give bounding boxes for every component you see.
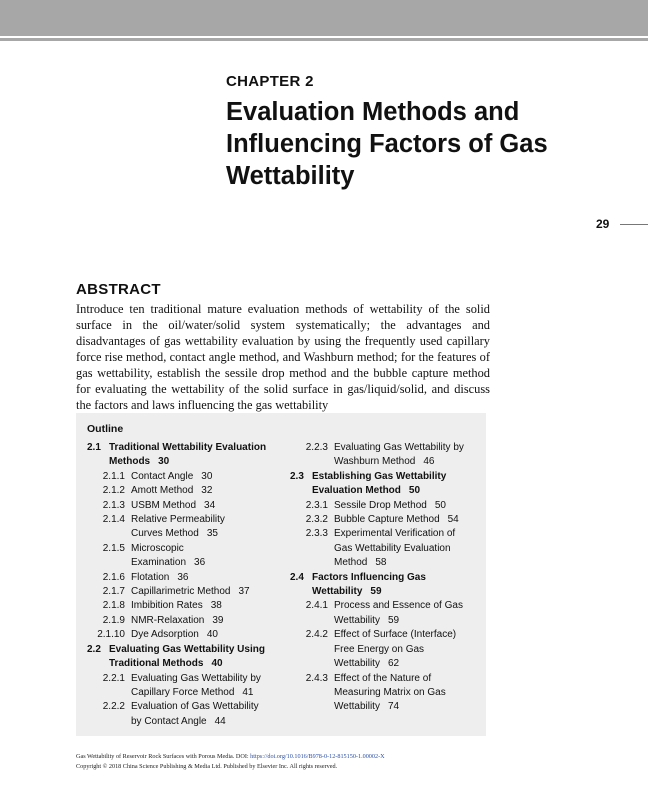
outline-entry-line: Measuring Matrix on Gas: [334, 686, 446, 698]
outline-entry[interactable]: [290, 513, 480, 527]
outline-entry-title: [131, 599, 282, 613]
outline-entry-line: Experimental Verification of: [334, 528, 456, 540]
outline-entry[interactable]: [290, 527, 480, 570]
outline-entry[interactable]: [87, 614, 282, 628]
outline-entry-title: [131, 542, 282, 571]
outline-entry-title: [334, 499, 480, 513]
page-number-rule: [620, 224, 648, 225]
outline-entry-line: Contact Angle 30: [131, 470, 213, 482]
outline-entry-number: 2.3.3: [305, 528, 328, 540]
outline-entry-page: 32: [201, 485, 213, 497]
header-rule: [0, 38, 648, 41]
outline-entry[interactable]: [290, 599, 480, 628]
outline-entry-line: Effect of Surface (Interface): [334, 629, 457, 641]
outline-entry-line: Wettability 62: [334, 658, 400, 670]
outline-entry-title: [131, 700, 282, 729]
outline-entry-line: Evaluating Gas Wettability by: [334, 442, 464, 453]
footer: [76, 752, 385, 772]
outline-entry-number: 2.1.10: [97, 629, 125, 641]
outline-entry-page: 38: [210, 600, 222, 612]
outline-left-column: [87, 441, 282, 729]
outline-entry[interactable]: [87, 628, 282, 642]
outline-entry-number: 2.2.1: [102, 672, 125, 684]
outline-entry-number: 2.1.7: [102, 586, 125, 598]
outline-entry-line: Establishing Gas Wettability: [312, 470, 447, 482]
outline-entry-title: [334, 513, 480, 527]
outline-entry-title: [109, 441, 282, 470]
outline-entry-line: Evaluating Gas Wettability by: [131, 672, 261, 684]
outline-entry-line: Bubble Capture Method 54: [334, 514, 459, 526]
outline-entry-title: [334, 527, 480, 570]
outline-entry-page: 34: [204, 499, 216, 511]
outline-entry[interactable]: [87, 672, 282, 701]
outline-entry-line: Amott Method 32: [131, 485, 213, 497]
footer-citation-text: Gas Wettability of Reservoir Rock Surfaces with Porous Media. DOI:: [76, 753, 251, 760]
outline-entry-line: Traditional Methods 40: [109, 658, 223, 670]
outline-entry-page: 41: [242, 686, 254, 698]
outline-entry-line: by Contact Angle 44: [131, 715, 226, 727]
header-band: [0, 0, 648, 36]
outline-entry-number: 2.2.2: [102, 701, 125, 713]
outline-entry-line: Dye Adsorption 40: [131, 629, 218, 641]
outline-entry[interactable]: [290, 571, 480, 600]
outline-entry-page: 59: [387, 614, 400, 626]
outline-entry[interactable]: [290, 672, 480, 715]
outline-entry-title: [131, 484, 282, 498]
outline-entry[interactable]: [87, 571, 282, 585]
outline-entry-title: [109, 643, 282, 672]
outline-entry[interactable]: [290, 499, 480, 513]
outline-entry-page: 58: [375, 557, 387, 569]
outline-entry-number: 2.2.3: [305, 442, 328, 453]
outline-entry[interactable]: [290, 470, 480, 499]
outline-entry-line: Evaluation of Gas Wettability: [131, 701, 259, 713]
outline-entry-line: Wettability 74: [334, 701, 400, 713]
outline-entry-number: 2.1.9: [102, 614, 125, 626]
outline-entry-page: 39: [212, 614, 224, 626]
outline-entry-number: 2.4: [290, 571, 304, 583]
outline-entry-page: 40: [211, 658, 223, 670]
outline-entry[interactable]: [87, 585, 282, 599]
chapter-title: [226, 96, 626, 192]
chapter-title-line: Wettability: [226, 162, 355, 190]
outline-entry[interactable]: [87, 499, 282, 513]
doi-link[interactable]: https://doi.org/10.1016/B978-0-12-815150-1.00002-X: [250, 753, 385, 760]
outline-entry-page: 46: [423, 456, 435, 468]
outline-entry-line: Examination 36: [131, 557, 206, 569]
outline-entry-line: Evaluation Method 50: [312, 485, 421, 497]
outline-entry-number: 2.1.4: [102, 514, 125, 526]
outline-entry-line: Capillarimetric Method 37: [131, 586, 250, 598]
outline-entry-page: 62: [387, 658, 400, 670]
outline-entry-page: 36: [194, 557, 206, 569]
outline-title: Outline: [87, 423, 124, 435]
outline-entry-page: 30: [201, 470, 213, 482]
outline-entry[interactable]: [87, 513, 282, 542]
outline-entry-page: 50: [408, 485, 421, 497]
outline-entry-line: Relative Permeability: [131, 514, 225, 526]
outline-entry-page: 50: [434, 499, 446, 511]
page-number: 29: [596, 217, 610, 231]
outline-entry-page: 36: [177, 571, 189, 583]
outline-entry[interactable]: [87, 441, 282, 470]
outline-entry[interactable]: [87, 484, 282, 498]
outline-entry-page: 35: [206, 528, 218, 540]
outline-entry-page: 59: [370, 586, 382, 598]
outline-entry-page: 30: [158, 456, 170, 468]
outline-entry-line: Gas Wettability Evaluation: [334, 542, 451, 554]
outline-entry[interactable]: [87, 643, 282, 672]
footer-copyright: Copyright © 2018 China Science Publishing & Media Ltd. Published by Elsevier Inc. All rights reserved.: [76, 763, 338, 770]
outline-entry-line: Imbibition Rates 38: [131, 600, 222, 612]
outline-entry-number: 2.1.5: [102, 542, 125, 554]
outline-entry-line: NMR-Relaxation 39: [131, 614, 224, 626]
outline-entry-number: 2.4.1: [305, 600, 328, 612]
outline-right-column: [290, 441, 480, 715]
outline-entry-title: [131, 513, 282, 542]
outline-entry-line: USBM Method 34: [131, 499, 216, 511]
outline-entry[interactable]: [290, 441, 480, 470]
outline-entry-line: Methods 30: [109, 456, 170, 468]
outline-entry-number: 2.1: [87, 442, 101, 453]
outline-entry-line: Method 58: [334, 557, 387, 569]
outline-entry[interactable]: [87, 599, 282, 613]
outline-entry-line: Effect of the Nature of: [334, 672, 432, 684]
outline-entry-title: [131, 672, 282, 701]
footer-citation: [76, 752, 385, 762]
abstract-text: Introduce ten traditional mature evaluation methods of wettability of the solid surface in the oil/water/solid system systematically; the advantages and disadvantages of gas wettability evaluation by using the frequently used capillary force rise method, contact angle method, and Washburn method; for the features of gas wettability, establish the sessile drop method and the bubble capture method for evaluating the wettability of the solid surface in gas/liquid/solid, and discuss the factors and laws influencing the gas wettability: [76, 302, 490, 412]
outline-entry-number: 2.1.8: [102, 600, 125, 612]
outline-entry[interactable]: [87, 700, 282, 729]
outline-entry-number: 2.1.6: [102, 571, 125, 583]
outline-entry-number: 2.4.3: [305, 672, 328, 684]
outline-entry-number: 2.1.2: [102, 485, 125, 497]
outline-entry-title: [131, 499, 282, 513]
outline-entry-line: Traditional Wettability Evaluation: [109, 442, 267, 453]
outline-entry-title: [312, 571, 480, 600]
outline-entry-page: 54: [447, 514, 459, 526]
outline-entry[interactable]: [87, 542, 282, 571]
outline-entry[interactable]: [290, 628, 480, 671]
outline-entry-number: 2.3.2: [305, 514, 328, 526]
outline-entry-line: Microscopic: [131, 542, 184, 554]
outline-entry-line: Factors Influencing Gas: [312, 571, 426, 583]
outline-entry-number: 2.4.2: [305, 629, 328, 641]
outline-entry-title: [131, 571, 282, 585]
outline-entry-title: [131, 614, 282, 628]
outline-box: [76, 413, 486, 736]
outline-entry-title: [131, 628, 282, 642]
outline-entry-page: 37: [238, 586, 250, 598]
outline-entry-line: Washburn Method 46: [334, 456, 435, 468]
outline-entry-title: [131, 585, 282, 599]
abstract-heading: ABSTRACT: [76, 281, 161, 298]
outline-entry-page: 44: [214, 715, 226, 727]
outline-entry[interactable]: [87, 470, 282, 484]
chapter-title-line: Evaluation Methods and: [226, 98, 520, 126]
outline-entry-number: 2.3.1: [305, 499, 328, 511]
outline-entry-number: 2.1.3: [102, 499, 125, 511]
outline-entry-page: 40: [206, 629, 218, 641]
outline-entry-page: 74: [387, 701, 400, 713]
outline-entry-title: [312, 470, 480, 499]
outline-entry-title: [334, 672, 480, 715]
outline-entry-line: Capillary Force Method 41: [131, 686, 254, 698]
chapter-label: CHAPTER 2: [226, 73, 314, 90]
outline-entry-title: [131, 470, 282, 484]
outline-entry-line: Flotation 36: [131, 571, 189, 583]
outline-entry-line: Process and Essence of Gas: [334, 600, 463, 612]
outline-entry-line: Curves Method 35: [131, 528, 218, 540]
outline-entry-line: Wettability 59: [312, 586, 382, 598]
outline-entry-title: [334, 628, 480, 671]
outline-entry-line: Wettability 59: [334, 614, 400, 626]
outline-entry-number: 2.3: [290, 470, 304, 482]
outline-entry-title: [334, 441, 480, 470]
outline-entry-line: Free Energy on Gas: [334, 643, 425, 655]
outline-entry-number: 2.1.1: [102, 470, 125, 482]
chapter-title-line: Influencing Factors of Gas: [226, 130, 548, 158]
outline-entry-number: 2.2: [87, 643, 101, 655]
outline-entry-line: Sessile Drop Method 50: [334, 499, 446, 511]
outline-entry-line: Evaluating Gas Wettability Using: [109, 643, 265, 655]
outline-entry-title: [334, 599, 480, 628]
